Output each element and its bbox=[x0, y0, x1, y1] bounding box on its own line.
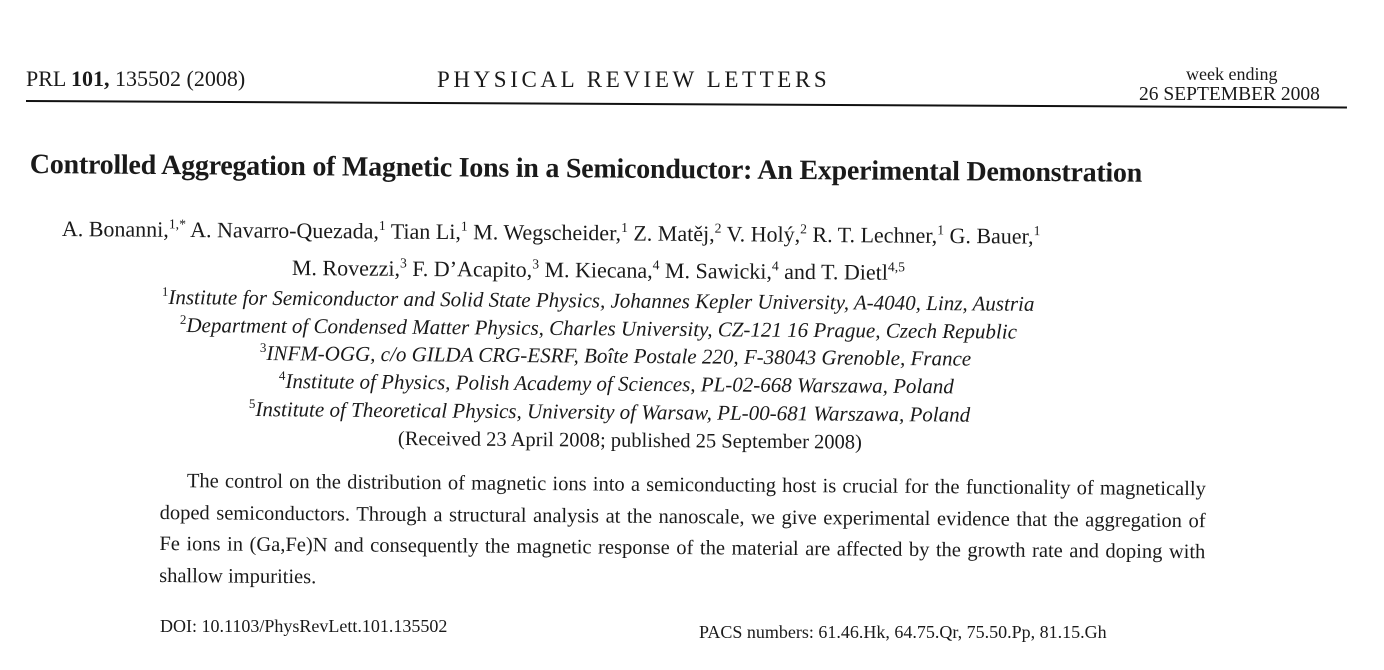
author: M. Wegscheider,$^1$ bbox=[473, 219, 629, 246]
week-ending-label: week ending bbox=[1186, 64, 1278, 84]
author-affiliation-mark: 1,* bbox=[168, 216, 186, 232]
affiliation bbox=[260, 341, 971, 372]
author-affiliation-mark: 1 bbox=[460, 218, 468, 234]
author-affiliation-mark: 1 bbox=[378, 218, 386, 234]
author: G. Bauer,$^1$ bbox=[949, 222, 1041, 249]
author-affiliation-mark: 4 bbox=[771, 258, 779, 274]
affiliation-mark: 3 bbox=[259, 339, 267, 355]
author: M. Kiecana,$^4$ bbox=[544, 256, 660, 283]
affiliation-text: INFM-OGG, c/o GILDA CRG-ESRF, Boîte Postale 220, F-38043 Grenoble, France bbox=[266, 341, 972, 371]
journal-citation bbox=[26, 66, 245, 92]
affiliation-text: Institute for Semiconductor and Solid State Physics, Johannes Kepler University, A-4040, Linz, Austria bbox=[168, 285, 1035, 316]
author-affiliation-mark: 3 bbox=[400, 255, 407, 271]
affiliation bbox=[162, 285, 1035, 317]
author-affiliation-mark: 2 bbox=[714, 220, 722, 236]
author-affiliation-mark: 1 bbox=[937, 222, 945, 238]
author: F. D’Acapito,$^3$ bbox=[412, 255, 540, 282]
author-line-1 bbox=[62, 216, 1041, 250]
affiliation bbox=[279, 369, 954, 399]
issue-date: 26 SEPTEMBER 2008 bbox=[1139, 84, 1320, 105]
author: V. Holý,$^2$ bbox=[726, 221, 808, 247]
author-affiliation-mark: 4 bbox=[652, 257, 660, 273]
journal-abbr: PRL bbox=[26, 66, 66, 91]
author: M. Sawicki,$^4$ bbox=[664, 257, 779, 284]
author-affiliation-mark: 1 bbox=[621, 219, 629, 235]
author: A. Bonanni,$^{1,*}$ bbox=[61, 216, 186, 242]
journal-volume: 101, bbox=[71, 66, 110, 91]
affiliation-text: Institute of Theoretical Physics, University of Warsaw, PL-00-681 Warszawa, Poland bbox=[255, 397, 971, 427]
journal-name: PHYSICAL REVIEW LETTERS bbox=[437, 67, 831, 92]
affiliation-text: Institute of Physics, Polish Academy of Sciences, PL-02-668 Warszawa, Poland bbox=[285, 369, 954, 399]
affiliation bbox=[180, 313, 1017, 345]
affiliation bbox=[249, 397, 970, 428]
doi-link[interactable]: DOI: 10.1103/PhysRevLett.101.135502 bbox=[160, 616, 448, 636]
article-number-year: 135502 (2008) bbox=[115, 66, 246, 91]
author-line-2 bbox=[292, 255, 905, 286]
abstract: The control on the distribution of magnetic ions into a semiconducting host is crucial for the functionality of magnetically doped semiconductors. Through a structural analysis at the nanoscale, we give experimental evidence that the aggregation of Fe ions in (Ga,Fe)N and consequently the magnetic response of the material are affected by the growth rate and doping with shallow impurities. bbox=[159, 470, 1206, 588]
author: R. T. Lechner,$^1$ bbox=[812, 221, 945, 248]
affiliation-mark: 1 bbox=[161, 283, 169, 299]
affiliation-mark: 4 bbox=[278, 367, 286, 383]
affiliation-mark: 2 bbox=[179, 311, 187, 327]
author-affiliation-mark: 4,5 bbox=[887, 259, 906, 275]
author: and T. Dietl$^{4,5}$ bbox=[784, 258, 906, 285]
author-affiliation-mark: 3 bbox=[532, 256, 540, 272]
author: Tian Li,$^1$ bbox=[390, 218, 468, 245]
author: A. Navarro-Quezada,$^1$ bbox=[190, 217, 386, 244]
paper-title: Controlled Aggregation of Magnetic Ions in a Semiconductor: An Experimental Demonstration bbox=[29, 149, 1143, 189]
author: Z. Matěj,$^2$ bbox=[633, 220, 722, 247]
affiliation-text: Department of Condensed Matter Physics, Charles University, CZ-121 16 Prague, Czech Republic bbox=[186, 313, 1018, 344]
author-affiliation-mark: 2 bbox=[800, 221, 808, 237]
affiliation-mark: 5 bbox=[248, 395, 256, 411]
author-affiliation-mark: 1 bbox=[1033, 223, 1041, 239]
pacs-numbers: PACS numbers: 61.46.Hk, 64.75.Qr, 75.50.Pp, 81.15.Gh bbox=[699, 622, 1107, 642]
author: M. Rovezzi,$^3$ bbox=[291, 255, 407, 281]
received-published-dates: (Received 23 April 2008; published 25 September 2008) bbox=[397, 428, 863, 454]
